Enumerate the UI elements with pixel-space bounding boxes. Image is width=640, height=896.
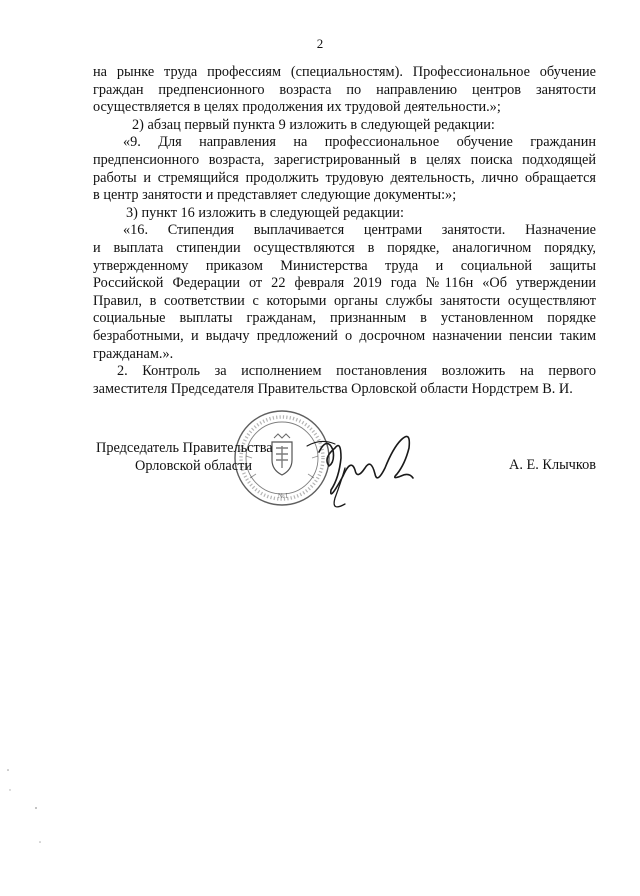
signatory-title-line1: Председатель Правительства	[96, 440, 273, 456]
text-line: Правил, в соответствии с которыми органы службы занятости осуществляют	[93, 292, 596, 309]
page-number: 2	[316, 36, 324, 51]
text-line: «9. Для направления на профессиональное обучение гражданин	[123, 134, 596, 151]
text-line: социальные выплаты гражданам, признанным в установленном порядке	[93, 310, 596, 327]
handwritten-signature	[305, 418, 425, 518]
signatory-title-line2: Орловской области	[135, 458, 252, 474]
text-line: 2. Контроль за исполнением постановления возложить на первого	[117, 363, 596, 380]
document-body	[93, 64, 596, 398]
text-line: граждан предпенсионного возраста по направлению центров занятости	[93, 81, 596, 98]
text-line: 2) абзац первый пункта 9 изложить в следующей редакции:	[132, 116, 495, 133]
text-line: «16. Стипендия выплачивается центрами занятости. Назначение	[123, 222, 596, 239]
text-line: и выплата стипендии осуществляются в порядке, аналогичном порядку,	[93, 239, 596, 256]
text-line: на рынке труда профессиям (специальностям). Профессиональное обучение	[93, 64, 596, 80]
text-line: заместителя Председателя Правительства Орловской области Нордстрем В. И.	[93, 380, 573, 397]
text-line: работы и стремящийся продолжить трудовую деятельность, лично обращается	[93, 169, 596, 186]
text-line: утвержденному приказом Министерства труда и социальной защиты	[93, 257, 596, 274]
text-line: Российской Федерации от 22 февраля 2019 года №116н «Об утверждении	[93, 275, 596, 292]
text-line: осуществляется в целях продолжения их трудовой деятельности.»;	[93, 99, 501, 116]
text-line: гражданам.».	[93, 345, 174, 362]
text-line: безработными, и выдачу предложений о досрочном назначении пенсии таким	[93, 327, 596, 344]
text-line: в центр занятости и представляет следующие документы:»;	[93, 187, 457, 204]
signatory-name: А. Е. Клычков	[509, 457, 596, 473]
text-line: 3) пункт 16 изложить в следующей редакции:	[126, 204, 404, 221]
svg-text:№1: №1	[278, 492, 289, 500]
text-line: предпенсионного возраста, зарегистрированный в целях поиска подходящей	[93, 151, 596, 168]
